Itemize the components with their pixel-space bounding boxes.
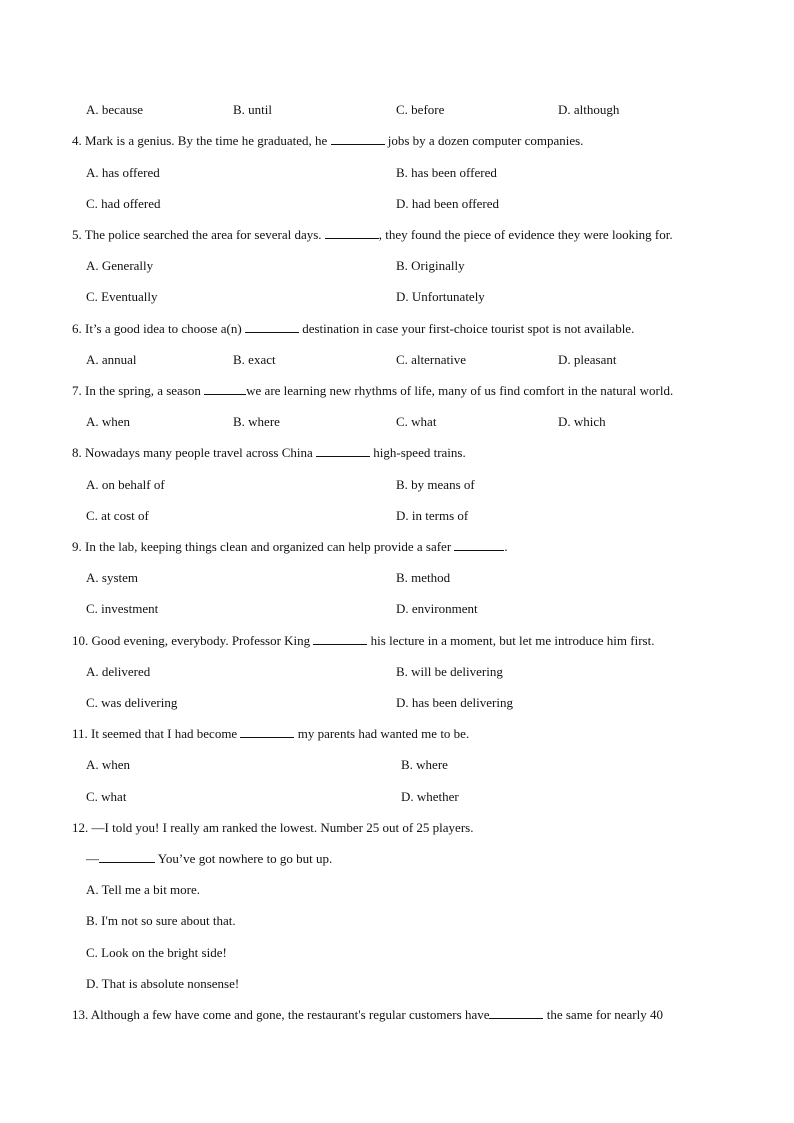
q4-option-a: A. has offered — [86, 165, 160, 180]
q6-option-a: A. annual — [86, 352, 137, 367]
q6-stem — [72, 321, 634, 337]
q9-option-c: C. investment — [86, 601, 159, 616]
q7-option-b: B. where — [233, 414, 280, 429]
q10-option-a: A. delivered — [86, 664, 151, 679]
q12-reply-post: You’ve got nowhere to go but up. — [155, 851, 333, 866]
q13-stem-pre: 13. Although a few have come and gone, the restaurant's regular customers have — [72, 1007, 490, 1022]
answer-blank — [245, 321, 299, 333]
answer-blank — [489, 1007, 543, 1019]
q4-stem — [72, 133, 583, 149]
q5-stem — [72, 227, 673, 243]
q12-option-a: A. Tell me a bit more. — [86, 882, 201, 897]
q6-stem-pre: 6. It’s a good idea to choose a(n) — [72, 321, 245, 336]
q7-stem-pre: 7. In the spring, a season — [72, 383, 205, 398]
answer-blank — [99, 851, 155, 863]
q12-option-c: C. Look on the bright side! — [86, 945, 227, 960]
answer-blank — [316, 445, 370, 457]
q10-option-d: D. has been delivering — [396, 695, 513, 710]
q11-option-a: A. when — [86, 757, 131, 772]
q4-stem-pre: 4. Mark is a genius. By the time he graduated, he — [72, 133, 331, 148]
q7-option-c: C. what — [396, 414, 437, 429]
q13-stem — [72, 1007, 663, 1023]
q12-option-b: B. I'm not so sure about that. — [86, 913, 236, 928]
q9-option-d: D. environment — [396, 601, 478, 616]
q7-stem-post: we are learning new rhythms of life, many of us find comfort in the natural world. — [246, 383, 674, 398]
q7-stem — [72, 383, 673, 399]
q5-option-c: C. Eventually — [86, 289, 158, 304]
q11-option-d: D. whether — [401, 789, 459, 804]
q9-option-b: B. method — [396, 570, 451, 585]
q10-stem-post: his lecture in a moment, but let me introduce him first. — [367, 633, 655, 648]
q4-option-d: D. had been offered — [396, 196, 499, 211]
q11-stem-post: my parents had wanted me to be. — [294, 726, 470, 741]
q5-option-a: A. Generally — [86, 258, 154, 273]
q8-option-b: B. by means of — [396, 477, 475, 492]
q8-stem-pre: 8. Nowadays many people travel across China — [72, 445, 317, 460]
q12-reply-dash: — — [86, 851, 99, 866]
q10-option-c: C. was delivering — [86, 695, 178, 710]
q11-option-c: C. what — [86, 789, 127, 804]
q4-option-b: B. has been offered — [396, 165, 497, 180]
q12-stem: 12. —I told you! I really am ranked the lowest. Number 25 out of 25 players. — [72, 820, 474, 835]
q5-stem-post: , they found the piece of evidence they were looking for. — [378, 227, 673, 242]
q6-stem-post: destination in case your first-choice tourist spot is not available. — [298, 321, 635, 336]
answer-blank — [331, 133, 385, 145]
q3-option-c: C. before — [396, 102, 445, 117]
answer-blank — [240, 726, 294, 738]
answer-blank — [454, 539, 504, 551]
q11-option-b: B. where — [401, 757, 448, 772]
q10-option-b: B. will be delivering — [396, 664, 503, 679]
q12-reply — [86, 851, 332, 867]
q6-option-d: D. pleasant — [558, 352, 617, 367]
q7-option-a: A. when — [86, 414, 131, 429]
q11-stem — [72, 726, 469, 742]
q9-option-a: A. system — [86, 570, 138, 585]
q9-stem — [72, 539, 508, 555]
answer-blank — [204, 383, 246, 395]
answer-blank — [325, 227, 379, 239]
q11-stem-pre: 11. It seemed that I had become — [72, 726, 241, 741]
q3-option-d: D. although — [558, 102, 620, 117]
q6-option-b: B. exact — [233, 352, 276, 367]
q6-option-c: C. alternative — [396, 352, 467, 367]
q5-stem-pre: 5. The police searched the area for several days. — [72, 227, 325, 242]
answer-blank — [313, 633, 367, 645]
q8-option-c: C. at cost of — [86, 508, 149, 523]
q4-stem-post: jobs by a dozen computer companies. — [384, 133, 584, 148]
q9-stem-post: . — [504, 539, 508, 554]
q5-option-d: D. Unfortunately — [396, 289, 485, 304]
q3-option-b: B. until — [233, 102, 273, 117]
q12-option-d: D. That is absolute nonsense! — [86, 976, 240, 991]
q8-option-a: A. on behalf of — [86, 477, 165, 492]
q9-stem-pre: 9. In the lab, keeping things clean and organized can help provide a safer — [72, 539, 455, 554]
q8-stem — [72, 445, 466, 461]
q13-stem-post: the same for nearly 40 — [543, 1007, 663, 1022]
q8-option-d: D. in terms of — [396, 508, 469, 523]
q7-option-d: D. which — [558, 414, 606, 429]
q3-option-a: A. because — [86, 102, 144, 117]
q4-option-c: C. had offered — [86, 196, 161, 211]
q10-stem — [72, 633, 654, 649]
q8-stem-post: high-speed trains. — [370, 445, 466, 460]
q10-stem-pre: 10. Good evening, everybody. Professor King — [72, 633, 314, 648]
q5-option-b: B. Originally — [396, 258, 465, 273]
